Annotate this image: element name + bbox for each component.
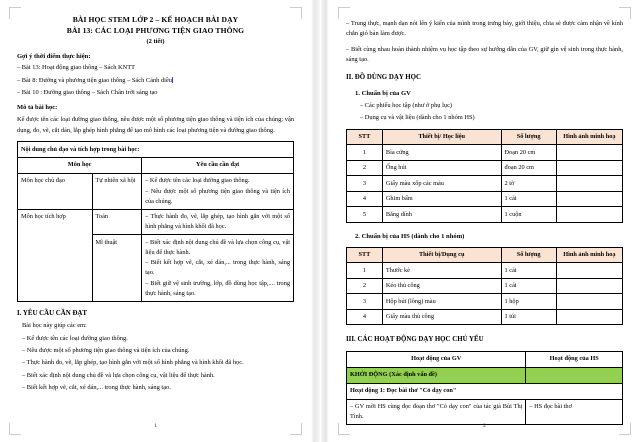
table-row-header (347, 129, 623, 145)
hs-row-index: 3 (347, 294, 383, 310)
gv-row-item: Ống hút (382, 160, 501, 176)
requirement-line: – Nêu được một số phương tiện giao thông và tiện ích của chúng. (145, 187, 290, 205)
gv-row-quantity: 1 cuộn (501, 207, 556, 223)
table-row (347, 294, 623, 310)
page-number-right: 2 (483, 423, 486, 429)
description-text: Kể được tên các loại đường giao thông, nêu được một số phương tiện giao thông và tiện ích của chúng; vận dụng, đo, vẽ, cắt dán, lắp ghép hình phẳng để tạo mô hình các loại phương tiện và đường giao thông. (17, 116, 294, 134)
section-i-item: – Nêu được một số phương tiện giao thông và tiện ích của chúng. (22, 346, 190, 354)
table-row (347, 263, 623, 279)
gv-row-index: 5 (347, 207, 383, 223)
requirement-line: – Biết kết hợp vẽ, cắt, xé dán,... trong thực hành, sáng tạo. (145, 259, 290, 277)
gv-row-item: Ghim bấm (382, 191, 501, 207)
table-row-header (347, 247, 623, 263)
table-row (347, 160, 623, 176)
content-row-subject: Tự nhiên xã hội (92, 173, 142, 209)
timing-item: – Bài 10 : Đường giao thông – Sách Chân trời sáng tạo (17, 89, 158, 97)
gv-row-image (556, 176, 622, 192)
requirement-line: – Biết giữ vệ sinh trường, lớp, đồ dùng học tập,.... trong thực hành, sáng tạo. (145, 279, 290, 297)
requirement-line: – Biết xác định nội dung chủ đề và lựa chọn công cụ, vật liệu để thực hành. (145, 238, 290, 256)
hs-row-index: 2 (347, 278, 383, 294)
content-table-caption: Nội dung chủ đạo và tích hợp trong bài học: (18, 142, 294, 158)
hs-row-image (556, 278, 622, 294)
gv-row-quantity: 2 tờ (501, 176, 556, 192)
activity-hs-text: – HS đọc bài thơ (526, 399, 623, 425)
document-title-duration: (2 tiết) (146, 38, 165, 45)
table-row (347, 145, 623, 161)
text-cursor-icon (172, 77, 173, 83)
content-row-group: Môn học chủ đạo (18, 173, 93, 209)
table-row-caption (18, 142, 294, 158)
table-row (347, 176, 623, 192)
document-title-line-2: BÀI 13: CÁC LOẠI PHƯƠNG TIỆN GIAO THÔNG (66, 26, 245, 35)
table-row-header (18, 157, 294, 173)
section-i-item: – Biết xác định nội dung chủ đề và lựa chọn công cụ, vật liệu để thực hành. (22, 371, 215, 379)
section-i-heading: I. YÊU CẦU CẦN ĐẠT (17, 309, 87, 317)
content-table-header-subject: Môn học (18, 157, 142, 173)
activity-gv-text: – GV mời HS cùng đọc đoạn thơ "Cỏ dạy con" của tác giả Bùi Thị Tình. (347, 399, 526, 425)
hs-row-quantity: 1 cái (501, 278, 556, 294)
table-row (347, 399, 623, 425)
activities-header-hs: Hoạt động của HS (526, 351, 623, 367)
gv-row-index: 3 (347, 176, 383, 192)
page-right (329, 0, 640, 442)
gv-row-image (556, 145, 622, 161)
hs-row-image (556, 309, 622, 325)
continued-item: – Biết cùng nhau hoàn thành nhiệm vụ học tập theo sự hướng dẫn của GV, giữ gìn vệ sinh trong thực hành, sáng tạo. (346, 45, 623, 64)
activity-phase-hs-cell (526, 367, 623, 383)
gv-prep-heading: 1. Chuẩn bị của GV (355, 90, 411, 98)
page-left (0, 0, 311, 442)
gv-row-index: 2 (347, 160, 383, 176)
gv-row-quantity: đoạn 20 cm (501, 160, 556, 176)
gv-row-item: Giấy màu xốp các màu (382, 176, 501, 192)
table-row (347, 309, 623, 325)
hs-row-item: Thước kẻ (382, 263, 501, 279)
description-heading: Mô tả bài học: (17, 104, 58, 112)
hs-row-image (556, 263, 622, 279)
table-row-header (347, 351, 623, 367)
gv-row-quantity: 1 cái (501, 191, 556, 207)
hs-row-quantity: 1 túi (501, 309, 556, 325)
crop-mark-top-right-icon (619, 7, 631, 19)
hs-row-image (556, 294, 622, 310)
hs-table-header-image: Hình ảnh minh hoạ (556, 247, 622, 263)
timing-heading: Gợi ý thời điểm thực hiện: (17, 52, 91, 60)
table-row (18, 173, 294, 209)
hs-row-item: Kéo thủ công (382, 278, 501, 294)
activity-phase-label: KHỞI ĐỘNG (Xác định vấn đề) (347, 367, 526, 383)
requirement-line: – Thực hành đo, vẽ, lắp ghép, tạo hình gắn với một số hình phẳng và hình khối đã học. (145, 213, 290, 231)
hs-table-header-quantity: Số lượng (501, 247, 556, 263)
continued-item: – Trung thực, mạnh dạn nói lên ý kiến của mình trong trưng bày, giới thiệu, chia sẻ được cảm nhận về kính chắn gió bản làm được. (346, 20, 623, 38)
timing-item-text: – Bài 8: Đường và phương tiện giao thông – Sách Cánh diều (17, 76, 172, 84)
table-row-phase (347, 367, 623, 383)
gv-row-index: 1 (347, 145, 383, 161)
section-iii-heading: III. CÁC HOẠT ĐỘNG DẠY HỌC CHỦ YẾU (346, 336, 484, 344)
gv-row-item: Bìa cứng (382, 145, 501, 161)
content-row-requirements (142, 209, 294, 235)
table-row (347, 207, 623, 223)
section-i-lead: Bài học này giúp các em: (22, 322, 87, 330)
hs-row-index: 4 (347, 309, 383, 325)
page-gutter (311, 0, 329, 442)
hs-table-header-item: Thiết bị/Dụng cụ (382, 247, 501, 263)
gv-table-header-quantity: Số lượng (501, 129, 556, 145)
hs-row-index: 1 (347, 263, 383, 279)
teaching-activities-table (346, 351, 623, 426)
crop-mark-top-left-icon (338, 7, 350, 19)
gv-table-header-stt: STT (347, 129, 383, 145)
gv-row-item: Băng dính (382, 207, 501, 223)
hs-table-header-stt: STT (347, 247, 383, 263)
activities-header-gv: Hoạt động của GV (347, 351, 526, 367)
timing-item: – Bài 13: Hoạt động giao thông – Sách KNTT (17, 64, 136, 72)
gv-row-image (556, 160, 622, 176)
gv-row-image (556, 191, 622, 207)
table-row (18, 209, 294, 235)
content-row-requirements (142, 235, 294, 302)
document-title-line-1: BÀI HỌC STEM LỚP 2 – KẾ HOẠCH BÀI DẠY (72, 15, 239, 24)
content-row-requirements (142, 173, 294, 209)
gv-prep-note: – Dụng cụ và vật liệu (dành cho 1 nhóm HS) (360, 114, 475, 122)
hs-materials-table (346, 247, 623, 326)
gv-row-quantity: Đoạn 20 cm (501, 145, 556, 161)
activity-title: Hoạt động 1: Đọc bài thơ "Cỏ dạy con" (347, 383, 623, 399)
hs-row-quantity: 1 cái (501, 263, 556, 279)
table-row-activity-title (347, 383, 623, 399)
hs-row-quantity: 1 hộp (501, 294, 556, 310)
content-row-subject: Mĩ thuật (92, 235, 142, 302)
gv-prep-note: – Các phiếu học tập (như ở phụ lục) (360, 102, 453, 109)
gv-table-header-item: Thiết bị/ Học liệu (382, 129, 501, 145)
gv-table-header-image: Hình ảnh minh hoạ (556, 129, 622, 145)
gv-row-index: 4 (347, 191, 383, 207)
section-ii-heading: II. ĐỒ DÙNG DẠY HỌC (346, 73, 421, 81)
hs-row-item: Hộp bút (lông) màu (382, 294, 501, 310)
content-integration-table (17, 141, 294, 302)
gv-materials-table (346, 129, 623, 223)
gv-row-image (556, 207, 622, 223)
hs-prep-heading: 2. Chuẩn bị của HS (dành cho 1 nhóm) (355, 232, 465, 240)
section-i-item: – Kể được tên các loại đường giao thông. (22, 334, 128, 342)
page-number-left: 1 (154, 423, 157, 429)
table-row (347, 278, 623, 294)
table-row (347, 191, 623, 207)
section-i-item: – Thực hành đo, vẽ, lắp ghép, tạo hình gắn với một số hình phẳng và hình khối đã học. (22, 359, 244, 367)
content-row-group: Môn học tích hợp (18, 209, 93, 301)
section-i-item: – Biết kết hợp vẽ, cắt, xé dán,... trong thực hành, sáng tạo. (22, 384, 171, 392)
content-table-header-requirement: Yêu cầu cần đạt (142, 157, 294, 173)
requirement-line: – Kể được tên các loại đường giao thông. (145, 177, 250, 185)
hs-row-item: Giấy màu thủ công (382, 309, 501, 325)
timing-item (17, 76, 294, 86)
content-row-subject: Toán (92, 209, 142, 235)
